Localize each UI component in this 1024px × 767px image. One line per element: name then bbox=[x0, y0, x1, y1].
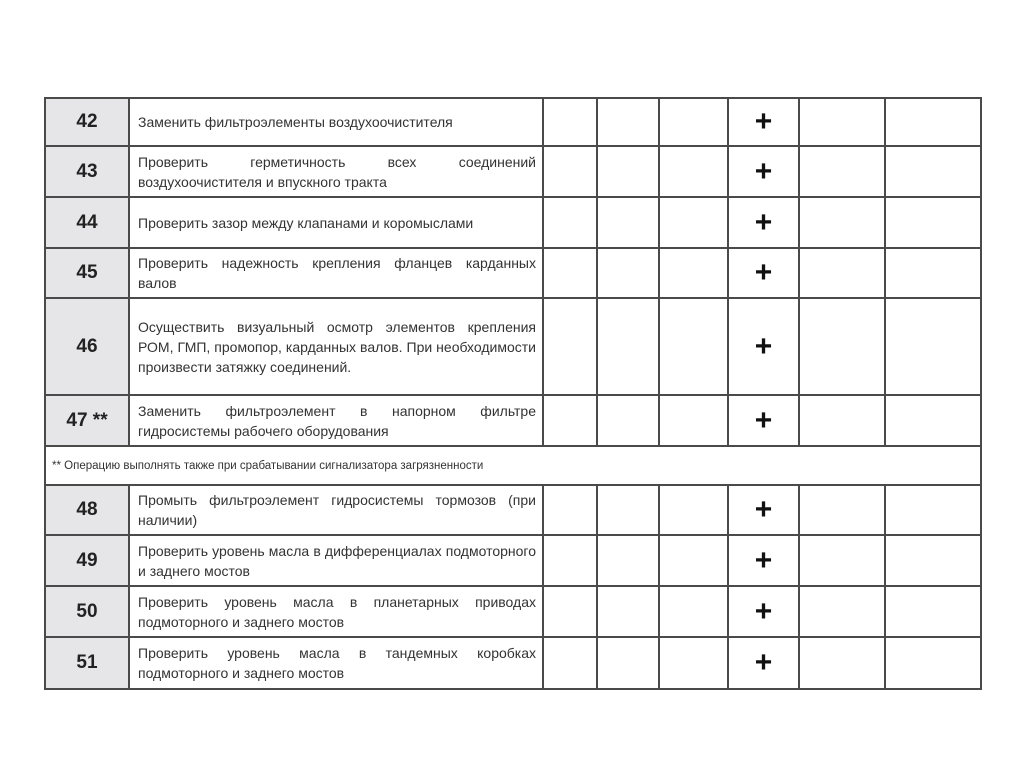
empty-cell bbox=[659, 146, 728, 197]
plus-mark: + bbox=[728, 535, 799, 586]
empty-cell bbox=[799, 98, 885, 146]
operation-number: 46 bbox=[45, 298, 129, 395]
empty-cell bbox=[799, 485, 885, 535]
table-row bbox=[45, 146, 981, 197]
operation-description: Проверить уровень масла в тандемных коробках подмоторного и заднего мостов bbox=[129, 637, 543, 689]
empty-cell bbox=[885, 586, 981, 637]
empty-cell bbox=[659, 98, 728, 146]
operation-description: Заменить фильтроэлемент в напорном фильтре гидросистемы рабочего оборудования bbox=[129, 395, 543, 446]
operation-number: 44 bbox=[45, 197, 129, 248]
empty-cell bbox=[885, 298, 981, 395]
empty-cell bbox=[659, 535, 728, 586]
empty-cell bbox=[885, 485, 981, 535]
plus-mark: + bbox=[728, 98, 799, 146]
empty-cell bbox=[543, 298, 597, 395]
empty-cell bbox=[597, 146, 659, 197]
empty-cell bbox=[885, 197, 981, 248]
operation-description: Проверить уровень масла в дифференциалах подмоторного и заднего мостов bbox=[129, 535, 543, 586]
operation-description: Проверить надежность крепления фланцев карданных валов bbox=[129, 248, 543, 298]
operation-number: 45 bbox=[45, 248, 129, 298]
empty-cell bbox=[885, 146, 981, 197]
operation-number: 48 bbox=[45, 485, 129, 535]
empty-cell bbox=[799, 535, 885, 586]
empty-cell bbox=[799, 586, 885, 637]
empty-cell bbox=[543, 146, 597, 197]
plus-mark: + bbox=[728, 146, 799, 197]
empty-cell bbox=[597, 535, 659, 586]
empty-cell bbox=[659, 298, 728, 395]
empty-cell bbox=[659, 197, 728, 248]
empty-cell bbox=[597, 637, 659, 689]
empty-cell bbox=[659, 248, 728, 298]
operation-number: 51 bbox=[45, 637, 129, 689]
empty-cell bbox=[597, 395, 659, 446]
empty-cell bbox=[543, 485, 597, 535]
empty-cell bbox=[799, 298, 885, 395]
operation-description: Проверить уровень масла в планетарных приводах подмоторного и заднего мостов bbox=[129, 586, 543, 637]
table-row bbox=[45, 395, 981, 446]
empty-cell bbox=[885, 98, 981, 146]
empty-cell bbox=[597, 98, 659, 146]
empty-cell bbox=[543, 248, 597, 298]
table-row bbox=[45, 98, 981, 146]
plus-mark: + bbox=[728, 197, 799, 248]
operation-description: Осуществить визуальный осмотр элементов крепления РОМ, ГМП, промопор, карданных валов. При необходимости произвести затяжку соединений. bbox=[129, 298, 543, 395]
empty-cell bbox=[659, 485, 728, 535]
table-row bbox=[45, 586, 981, 637]
empty-cell bbox=[885, 395, 981, 446]
operation-description: Промыть фильтроэлемент гидросистемы тормозов (при наличии) bbox=[129, 485, 543, 535]
empty-cell bbox=[659, 637, 728, 689]
empty-cell bbox=[799, 197, 885, 248]
empty-cell bbox=[543, 98, 597, 146]
empty-cell bbox=[597, 197, 659, 248]
empty-cell bbox=[885, 248, 981, 298]
empty-cell bbox=[543, 586, 597, 637]
plus-mark: + bbox=[728, 637, 799, 689]
plus-mark: + bbox=[728, 248, 799, 298]
footnote: ** Операцию выполнять также при срабатывании сигнализатора загрязненности bbox=[45, 446, 981, 485]
plus-mark: + bbox=[728, 395, 799, 446]
empty-cell bbox=[659, 395, 728, 446]
table-row bbox=[45, 197, 981, 248]
empty-cell bbox=[885, 535, 981, 586]
plus-mark: + bbox=[728, 586, 799, 637]
empty-cell bbox=[597, 586, 659, 637]
plus-mark: + bbox=[728, 485, 799, 535]
table-row bbox=[45, 535, 981, 586]
table-row bbox=[45, 298, 981, 395]
plus-mark: + bbox=[728, 298, 799, 395]
empty-cell bbox=[543, 535, 597, 586]
empty-cell bbox=[597, 248, 659, 298]
operation-description: Заменить фильтроэлементы воздухоочистителя bbox=[129, 98, 543, 146]
operation-description: Проверить зазор между клапанами и коромыслами bbox=[129, 197, 543, 248]
operation-number: 42 bbox=[45, 98, 129, 146]
empty-cell bbox=[597, 485, 659, 535]
note-row bbox=[45, 446, 981, 485]
empty-cell bbox=[659, 586, 728, 637]
empty-cell bbox=[799, 637, 885, 689]
operation-number: 47 ** bbox=[45, 395, 129, 446]
empty-cell bbox=[597, 298, 659, 395]
empty-cell bbox=[799, 146, 885, 197]
operation-number: 49 bbox=[45, 535, 129, 586]
operation-description: Проверить герметичность всех соединений воздухоочистителя и впускного тракта bbox=[129, 146, 543, 197]
table-row bbox=[45, 637, 981, 689]
operation-number: 43 bbox=[45, 146, 129, 197]
empty-cell bbox=[885, 637, 981, 689]
empty-cell bbox=[543, 395, 597, 446]
maintenance-table bbox=[44, 97, 982, 690]
empty-cell bbox=[799, 395, 885, 446]
table-row bbox=[45, 485, 981, 535]
empty-cell bbox=[543, 197, 597, 248]
empty-cell bbox=[799, 248, 885, 298]
table-row bbox=[45, 248, 981, 298]
empty-cell bbox=[543, 637, 597, 689]
operation-number: 50 bbox=[45, 586, 129, 637]
